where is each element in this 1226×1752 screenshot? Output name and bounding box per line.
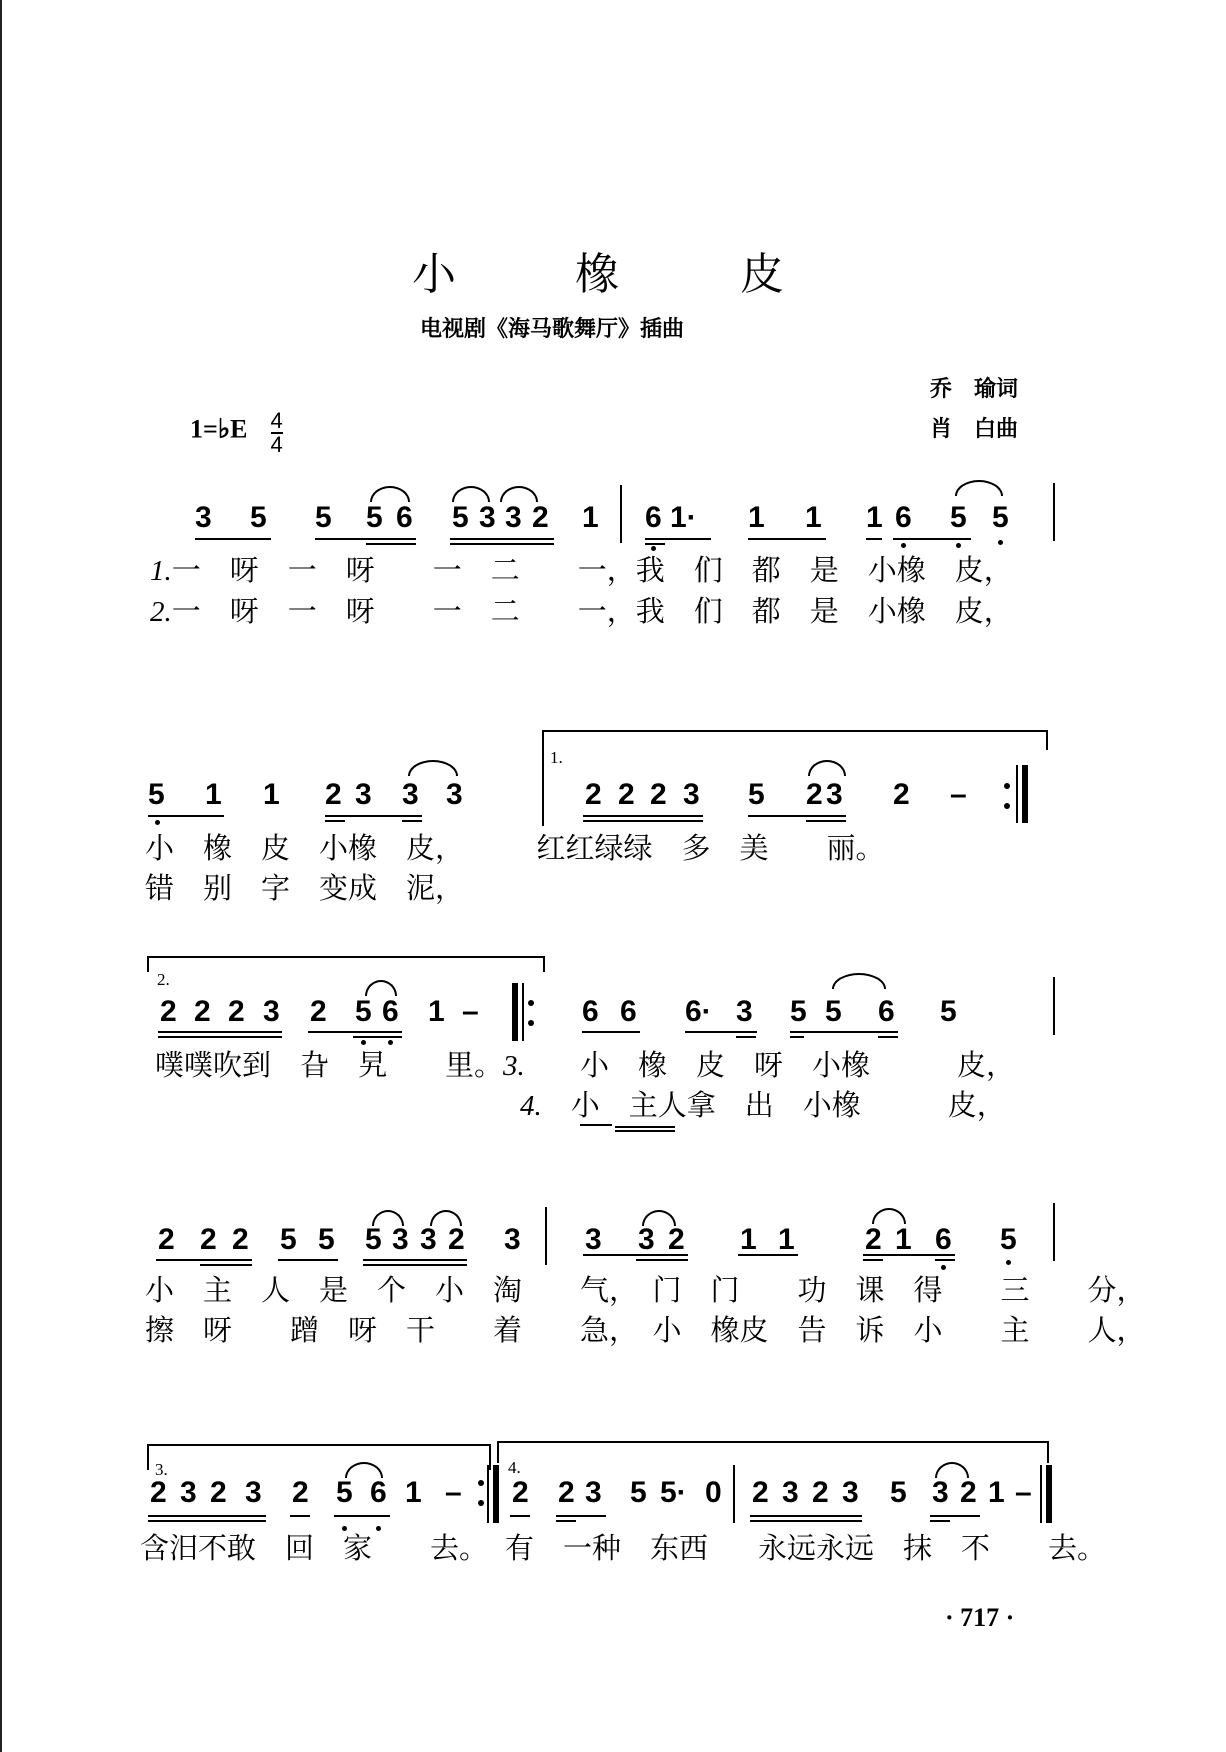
title-char: 橡 (575, 249, 619, 300)
note: 1 (428, 995, 445, 1028)
note: 3 (180, 1476, 197, 1509)
note: – (445, 1476, 462, 1509)
note: 1 (405, 1476, 422, 1509)
note: 3 (505, 501, 522, 534)
note: 5 (318, 1223, 335, 1256)
note: – (462, 995, 479, 1028)
note: 2 (806, 778, 823, 811)
lyrics-line-2: 错 别 字 变成 泥， (145, 871, 465, 905)
page-number: · 717 · (945, 1603, 1015, 1632)
lyricist-credit: 乔 瑜词 (930, 376, 1019, 402)
note: 5 (250, 501, 267, 534)
note: 2 (228, 995, 245, 1028)
note: 2 (752, 1476, 769, 1509)
note: 6 (382, 995, 399, 1028)
note: 5 (355, 995, 372, 1028)
note: 3 (932, 1476, 949, 1509)
lyrics-ending-3: 含汨不敢 回 家 去。 (140, 1531, 489, 1565)
note: 2 (448, 1223, 465, 1256)
note: 2 (812, 1476, 829, 1509)
note: 3 (420, 1223, 437, 1256)
note: 5 (825, 995, 842, 1028)
note: 1 (805, 501, 822, 534)
lyrics-verse-3: 小 橡 皮 呀 小橡 皮， (580, 1048, 1016, 1082)
title-char: 皮 (740, 249, 784, 300)
lyrics-line-2: 擦 呀 蹭 呀 干 着 急， 小 橡皮 告 诉 小 主 人， (145, 1313, 1146, 1347)
note: 1 (778, 1223, 795, 1256)
note: 1 (263, 778, 280, 811)
note: 2 (960, 1476, 977, 1509)
note: 5 (890, 1476, 907, 1509)
note: 2 (668, 1223, 685, 1256)
note: 5 (790, 995, 807, 1028)
note: 3 (826, 778, 843, 811)
note: 6 (582, 995, 599, 1028)
note: 5 (992, 501, 1009, 534)
note: 3 (355, 778, 372, 811)
lyrics-ending-4b: 永远永远 抹 不 去。 (758, 1531, 1107, 1565)
note: 6 (935, 1223, 952, 1256)
note: 2 (292, 1476, 309, 1509)
note: 1· (670, 501, 697, 534)
note: 3 (245, 1476, 262, 1509)
note: 3 (585, 1476, 602, 1509)
note: 5 (280, 1223, 297, 1256)
note: 2 (650, 778, 667, 811)
title-char: 小 (412, 249, 456, 300)
note: 3 (842, 1476, 859, 1509)
note: 5 (315, 501, 332, 534)
song-subtitle: 电视剧《海马歌舞厅》插曲 (420, 317, 685, 342)
lyrics-verse-4: 4. 小 主人拿 出 小橡 皮， (520, 1088, 1006, 1122)
note: 2 (512, 1476, 529, 1509)
note: – (1015, 1476, 1032, 1509)
note: 6 (895, 501, 912, 534)
lyrics-line-1: 小 主 人 是 个 小 淘 气， 门 门 功 课 得 三 分， (145, 1273, 1146, 1307)
lyrics-ending-4a: 有 一种 东西 (505, 1531, 709, 1565)
note: 5 (148, 778, 165, 811)
lyrics-verse-1: 1.一 呀 一 呀 一 二 一，我 们 都 是 小橡 皮， (150, 553, 1013, 587)
note: 6 (645, 501, 662, 534)
note: 2 (200, 1223, 217, 1256)
note: 5 (365, 1223, 382, 1256)
note: 2 (558, 1476, 575, 1509)
lyrics-verse-2: 2.一 呀 一 呀 一 二 一，我 们 都 是 小橡 皮， (150, 594, 1013, 628)
lyrics-line-1: 小 橡 皮 小橡 皮， 红红绿绿 多 美 丽。 (145, 831, 885, 865)
note: 3 (782, 1476, 799, 1509)
note: 2 (532, 501, 549, 534)
note: 5 (748, 778, 765, 811)
note: 2 (150, 1476, 167, 1509)
lyrics-line-1: 噗噗吹到 旮 旯 里。3. (155, 1048, 525, 1082)
note: 3 (195, 501, 212, 534)
note: 5 (1000, 1223, 1017, 1256)
note: 3 (402, 778, 419, 811)
song-title (0, 238, 1226, 298)
note: 2 (865, 1223, 882, 1256)
note: 3 (446, 778, 463, 811)
volta-2 (147, 956, 545, 972)
note: 2 (160, 995, 177, 1028)
note: 1 (582, 501, 599, 534)
note: 5 (950, 501, 967, 534)
note: – (950, 778, 967, 811)
note: 3 (736, 995, 753, 1028)
key-signature (190, 410, 283, 456)
note: 1 (895, 1223, 912, 1256)
volta-4 (497, 1441, 1049, 1463)
time-signature: $\frac{4}{4}$ (270, 408, 283, 457)
note: 5 (336, 1476, 353, 1509)
note: 0 (705, 1476, 722, 1509)
note: 5 (366, 501, 383, 534)
note: 1 (866, 501, 883, 534)
note: 3 (683, 778, 700, 811)
note: 3 (585, 1223, 602, 1256)
note: 1 (988, 1476, 1005, 1509)
note: 2 (210, 1476, 227, 1509)
note: 3 (504, 1223, 521, 1256)
volta-3 (147, 1444, 491, 1470)
note: 6 (370, 1476, 387, 1509)
note: 6· (685, 995, 712, 1028)
note: 6 (878, 995, 895, 1028)
note: 2 (585, 778, 602, 811)
note: 5 (630, 1476, 647, 1509)
note: 5· (660, 1476, 687, 1509)
composer-credit: 肖 白曲 (930, 416, 1019, 442)
note: 3 (392, 1223, 409, 1256)
note: 1 (740, 1223, 757, 1256)
note: 2 (893, 778, 910, 811)
note: 5 (452, 501, 469, 534)
note: 2 (618, 778, 635, 811)
note: 3 (638, 1223, 655, 1256)
note: 2 (194, 995, 211, 1028)
volta-1 (542, 730, 1048, 750)
note: 5 (940, 995, 957, 1028)
note: 6 (620, 995, 637, 1028)
note: 2 (325, 778, 342, 811)
note: 1 (205, 778, 222, 811)
note: 2 (310, 995, 327, 1028)
key-label: 1=♭E (190, 414, 248, 444)
note: 2 (232, 1223, 249, 1256)
note: 6 (396, 501, 413, 534)
note: 3 (263, 995, 280, 1028)
note: 1 (748, 501, 765, 534)
note: 3 (479, 501, 496, 534)
note: 2 (158, 1223, 175, 1256)
